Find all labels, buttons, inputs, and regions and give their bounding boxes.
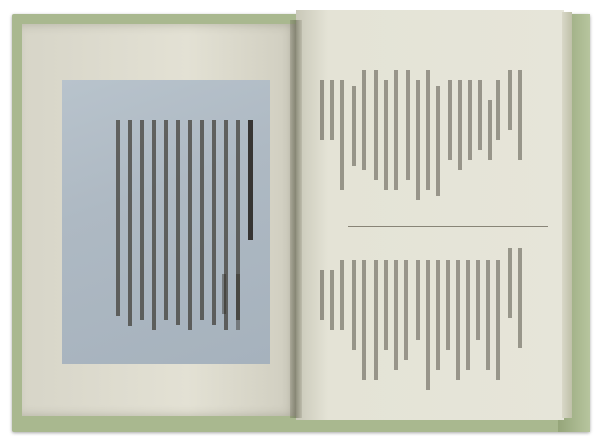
lower-text-column [508, 248, 512, 318]
lower-text-column [466, 260, 470, 370]
book-gutter [290, 20, 302, 418]
upper-text-column [518, 70, 522, 160]
upper-text-column [352, 86, 356, 166]
plate-text-column [128, 120, 132, 326]
lower-text-column [340, 260, 344, 330]
lower-text-column [394, 260, 398, 370]
upper-text-column [426, 70, 430, 190]
upper-text-column [394, 70, 398, 190]
upper-text-column [488, 100, 492, 160]
lower-text-column [436, 260, 440, 370]
upper-text-column [478, 80, 482, 150]
lower-text-column [384, 260, 388, 350]
upper-text-column [468, 80, 472, 160]
lower-text-column [486, 260, 490, 370]
lower-text-column [404, 260, 408, 360]
upper-text-column [416, 80, 420, 200]
plate-text-column [188, 120, 192, 330]
upper-text-column [458, 80, 462, 170]
upper-text-column [374, 70, 378, 180]
upper-text-column [436, 86, 440, 196]
lower-text-column [374, 260, 378, 380]
upper-text-column [448, 80, 452, 160]
upper-text-column [362, 70, 366, 170]
lower-text-column [362, 260, 366, 380]
lower-text-column [456, 260, 460, 380]
lower-text-column [518, 248, 522, 348]
lower-text-column [496, 260, 500, 380]
upper-text-column [496, 80, 500, 140]
caption-column [222, 274, 226, 314]
upper-text-column [508, 70, 512, 130]
plate-text-column [248, 120, 253, 240]
upper-text-column [320, 80, 324, 140]
plate-text-column [152, 120, 156, 330]
plate-text-column [200, 120, 204, 320]
plate-text-column [140, 120, 144, 320]
caption-column [236, 274, 240, 330]
lower-text-column [320, 270, 324, 320]
lower-text-column [426, 260, 430, 390]
plate-text-column [116, 120, 120, 316]
plate-text-column [176, 120, 180, 325]
lower-text-column [352, 260, 356, 350]
left-page [22, 24, 298, 416]
lower-text-column [330, 270, 334, 330]
upper-text-column [330, 80, 334, 140]
upper-text-column [406, 70, 410, 180]
lower-text-column [476, 260, 480, 340]
page-block-edge [562, 12, 572, 418]
plate-text-column [164, 120, 168, 320]
plate-text-column [212, 120, 216, 325]
right-page [296, 10, 564, 420]
lower-text-column [416, 260, 420, 340]
section-divider [348, 226, 548, 227]
upper-text-column [384, 80, 388, 190]
lower-text-column [446, 260, 450, 350]
upper-text-column [340, 80, 344, 190]
